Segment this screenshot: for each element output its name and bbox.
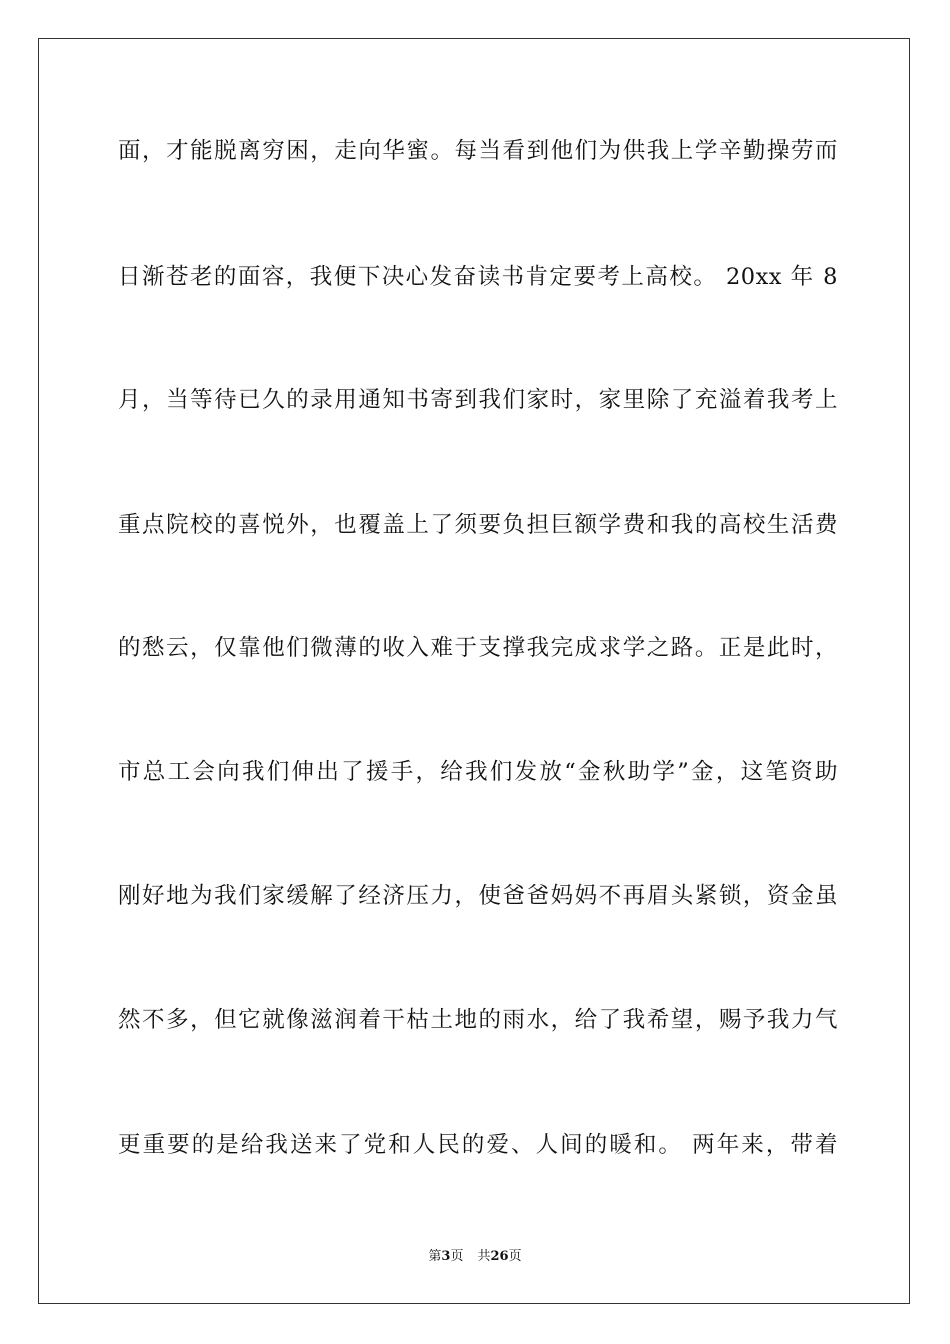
page-footer xyxy=(0,1248,950,1266)
text-line-7: 刚好地为我们家缓解了经济压力，使爸爸妈妈不再眉头紧锁，资金虽 xyxy=(118,883,838,909)
page-prefix: 第 xyxy=(428,1249,442,1264)
text-line-1: 面，才能脱离穷困，走向华蜜。每当看到他们为供我上学辛勤操劳而 xyxy=(118,138,838,164)
text-line-4: 重点院校的喜悦外，也覆盖上了须要负担巨额学费和我的高校生活费 xyxy=(118,512,838,538)
text-line-8: 然不多，但它就像滋润着干枯土地的雨水，给了我希望，赐予我力气 xyxy=(118,1007,838,1033)
page-border xyxy=(38,38,910,1304)
total-prefix: 共 xyxy=(477,1249,491,1264)
page-suffix: 页 xyxy=(450,1249,464,1264)
text-line-5: 的愁云，仅靠他们微薄的收入难于支撑我完成求学之路。正是此时， xyxy=(118,635,838,661)
text-line-9: 更重要的是给我送来了党和人民的爱、人间的暖和。 两年来，带着 xyxy=(118,1132,838,1158)
text-line-6: 市总工会向我们伸出了援手，给我们发放“金秋助学”金，这笔资助 xyxy=(118,759,838,785)
text-line-2: 日渐苍老的面容，我便下决心发奋读书肯定要考上高校。 20xx 年 8 xyxy=(118,264,838,290)
total-pages: 26 xyxy=(490,1249,509,1264)
page-number: 3 xyxy=(441,1249,451,1264)
total-suffix: 页 xyxy=(508,1249,522,1264)
text-line-3: 月，当等待已久的录用通知书寄到我们家时，家里除了充溢着我考上 xyxy=(118,387,838,413)
